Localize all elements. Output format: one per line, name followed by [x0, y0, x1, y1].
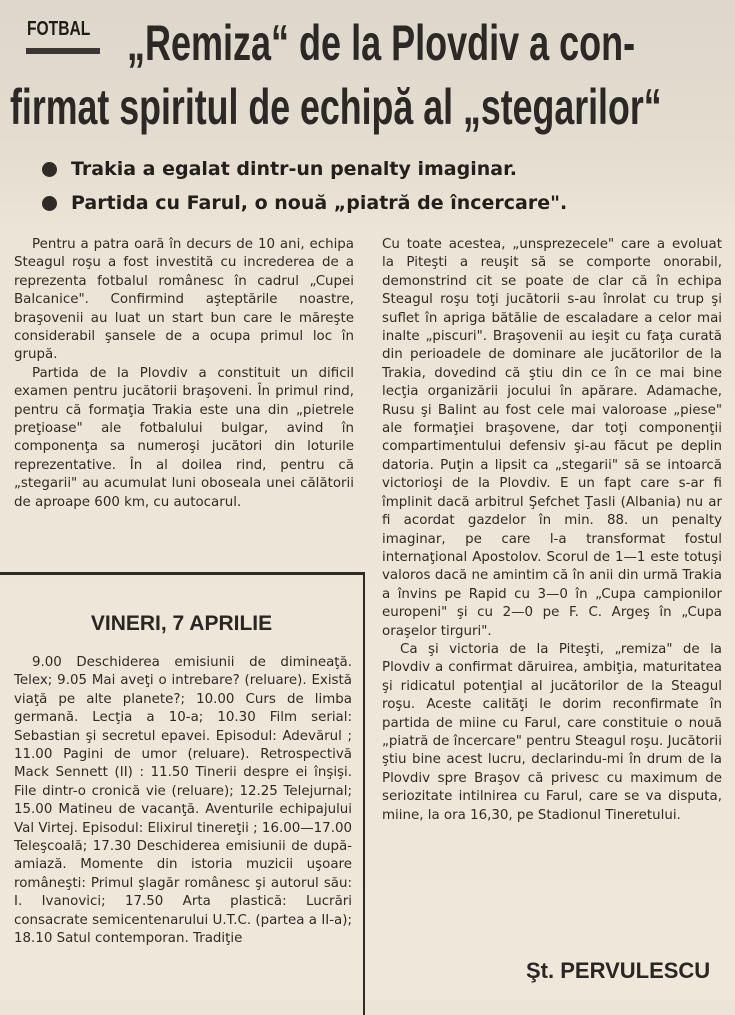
- article-column-left: [14, 236, 354, 512]
- section-underline: [26, 48, 100, 54]
- paragraph: Cu toate acestea, „unsprezecele" care a evoluat la Piteşti a reuşit să se comporte onorabil, demonstrind cit se poate de clar că în echipa Steagul roşu toţi jucătorii s-au înrolat cu trup şi suflet în apriga bătălie de escaladare a celor mai inalte „piscuri". Braşovenii au ieşit cu faţa curată din perioadele de dominare ale jucătorilor de la Trakia, dovedind că ştiu din ce în ce mai bine lecţia organizării jocului în apărare. Adamache, Rusu şi Balint au fost cele mai valoroase „piese" ale formaţiei braşovene, dar toţi componenţii compartimentului defensiv şi-au făcut pe deplin datoria. Puţin a lipsit ca „stegarii" să se intoarcă victorioşi de la Plovdiv. E un fapt care s-ar fi împlinit dacă arbitrul Şefchet Ţasli (Albania) nu ar fi acordat gazdelor în min. 88. un penalty imaginar, pe care l-a transformat fostul internaţional Apostolov. Scorul de 1—1 este totuşi valoros dacă ne amintim că în anii din urmă Trakia a învins pe Rapid cu 3—0 în „Cupa campionilor europeni" şi cu 2—0 pe F. C. Argeş în „Cupa oraşelor tirguri".: [382, 237, 722, 639]
- headline-line-1: „Remiza“ de la Plovdiv a con-: [127, 15, 636, 71]
- tv-program-title: VINERI, 7 APRILIE: [90, 612, 273, 635]
- section-label: FOTBAL: [27, 18, 91, 40]
- subheadings: [42, 152, 567, 220]
- subheading-text: Partida cu Farul, o nouă „piatră de încercare".: [71, 192, 568, 214]
- subheading: [42, 152, 567, 186]
- article-column-right: [382, 236, 722, 825]
- paragraph: Ca şi victoria de la Piteşti, „remiza" de la Plovdiv a confirmat dăruirea, ambiţia, maturitatea şi ridicatul potenţial al jucătorilor de la Steagul roşu. Aceste calităţi le dorim reconfirmate în partida de miine cu Farul, care constituie o nouă „piatră de încercare" pentru Steagul roşu. Jucătorii ştiu bine acest lucru, declarindu-mi în drum de la Plovdiv spre Braşov că privesc cu maximum de seriozitate intilnirea cu Farul, care se va disputa, miine, la ora 16,30, pe Stadionul Tineretului.: [382, 641, 722, 823]
- subheading-text: Trakia a egalat dintr-un penalty imaginar.: [71, 158, 517, 180]
- paragraph: Partida de la Plovdiv a constituit un dificil examen pentru jucătorii braşoveni. În primul rind, pentru că formaţia Trakia este una din „pietrele preţioase" ale fotbalului bulgar, avind în componenţa sa numeroşi jucători din loturile reprezentative. În al doilea rind, pentru că „stegarii" au acumulat luni oboseala unei călătorii de aproape 600 km, cu autocarul.: [14, 365, 354, 510]
- byline: Şt. PERVULESCU: [526, 958, 711, 983]
- paragraph: 9.00 Deschiderea emisiunii de dimineaţă. Telex; 9.05 Mai aveţi o intrebare? (reluare). Există viaţă pe alte planete?; 10.00 Curs de limba germană. Lecţia a 10-a; 10.30 Film serial: Sebastian şi secretul epavei. Episodul: Adevărul ; 11.00 Pagini de umor (reluare). Retrospectivă Mack Sennett (II) : 11.50 Tinerii despre ei înşişi. File dintr-o cronică vie (reluare); 12.25 Telejurnal; 15.00 Matineu de vacanţă. Aventurile echipajului Val Virtej. Episodul: Elixirul tinereţii ; 16.00—17.00 Teleşcoală; 17.30 Deschiderea emisiunii de după-amiază. Momente din istoria muzicii uşoare româneşti: Primul şlagăr românesc şi autorul său: I. Ivanovici; 17.50 Arta plastică: Lucrări consacrate semicentenarului U.T.C. (partea a II-a); 18.10 Satul contemporan. Tradiţie: [14, 655, 352, 947]
- tv-program-text: [14, 654, 352, 949]
- paragraph: Pentru a patra oară în decurs de 10 ani, echipa Steagul roşu a fost investită cu increderea de a reprezenta fotbalul românesc în cadrul „Cupei Balcanice". Confirmind aşteptările noastre, braşovenii au luat un start bun care le măreşte considerabil şansele de a ocupa primul loc în grupă.: [14, 237, 354, 363]
- subheading: [42, 186, 567, 220]
- bullet-dot-icon: [42, 162, 57, 177]
- headline-line-2: firmat spiritul de echipă al „stegarilor“: [10, 79, 662, 135]
- bullet-dot-icon: [42, 196, 57, 211]
